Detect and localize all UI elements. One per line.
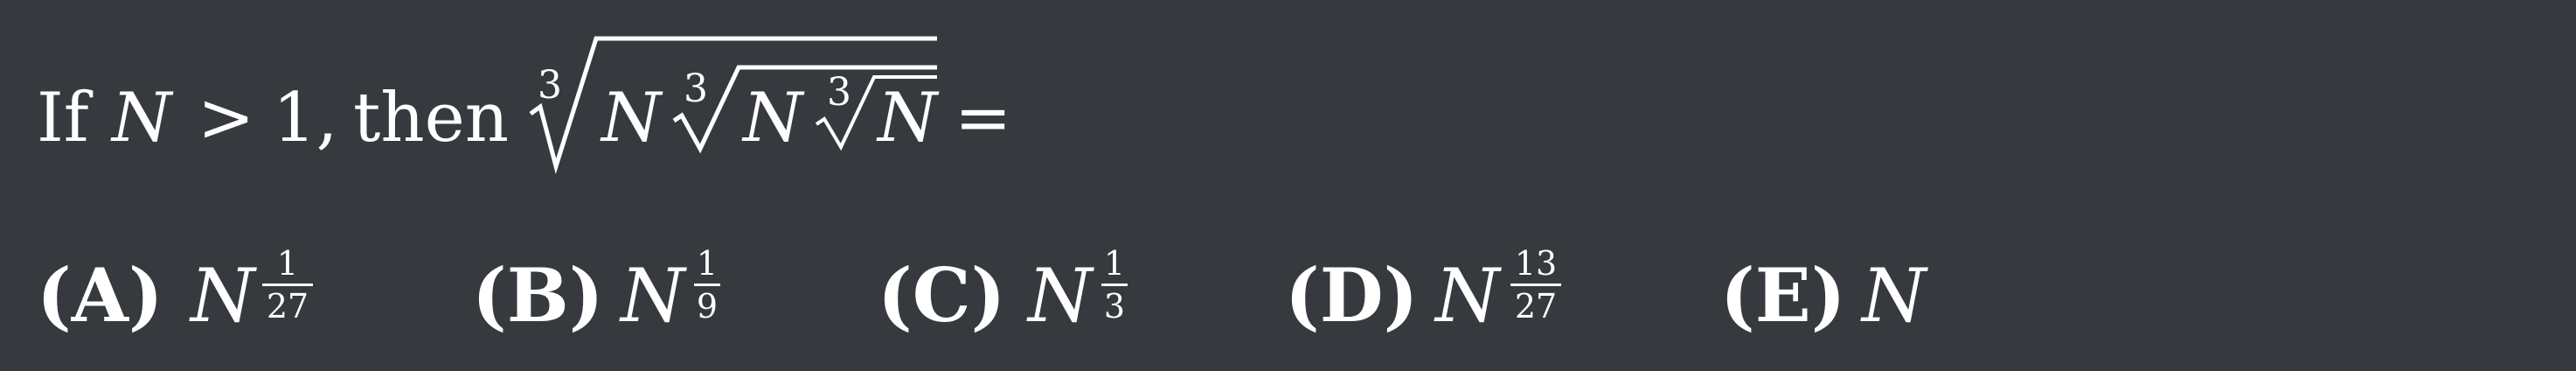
variable-n: N	[112, 79, 172, 158]
greater-than-sign: >	[198, 79, 255, 158]
outer-root-index: 3	[538, 63, 562, 108]
middle-radicand-n: N	[743, 79, 803, 158]
choice-label: (D)	[1285, 252, 1419, 339]
middle-root-index: 3	[684, 66, 708, 111]
inner-root-index: 3	[827, 70, 851, 115]
inner-radicand-n: N	[878, 79, 938, 158]
inner-radical-sign	[816, 77, 937, 147]
exponent-denominator: 9	[696, 287, 719, 326]
choice-variable: N	[191, 253, 255, 339]
exponent-numerator: 1	[1103, 244, 1126, 283]
outer-radical-sign	[531, 38, 937, 166]
fraction-bar	[1101, 284, 1128, 286]
choice-exponent	[1505, 244, 1566, 326]
number-one: 1,	[273, 79, 338, 158]
choice-variable: N	[621, 253, 685, 339]
exponent-denominator: 3	[1103, 287, 1126, 326]
exponent-numerator: 1	[276, 244, 299, 283]
choice-label: (C)	[878, 252, 1006, 339]
fraction-bar	[262, 284, 313, 286]
choice-variable: N	[1028, 253, 1093, 339]
middle-radical-sign	[674, 67, 937, 149]
fraction-bar	[694, 284, 720, 286]
choice-exponent	[677, 244, 738, 326]
choice-label: (B)	[472, 252, 604, 339]
exponent-denominator: 27	[1514, 287, 1558, 326]
exponent-numerator: 1	[696, 244, 719, 283]
exponent-denominator: 27	[266, 287, 309, 326]
choice-exponent	[257, 244, 318, 326]
choice-variable: N	[1862, 253, 1927, 339]
choice-label: (E)	[1720, 252, 1846, 339]
outer-radicand-n: N	[601, 79, 662, 158]
fraction-bar	[1510, 284, 1561, 286]
exponent-numerator: 13	[1514, 244, 1558, 283]
question-lead: If	[37, 79, 89, 158]
then-word: then	[353, 79, 509, 158]
equals-sign: =	[955, 79, 1012, 158]
choice-label: (A)	[37, 252, 163, 339]
choice-variable: N	[1435, 253, 1500, 339]
choice-exponent	[1084, 244, 1145, 326]
